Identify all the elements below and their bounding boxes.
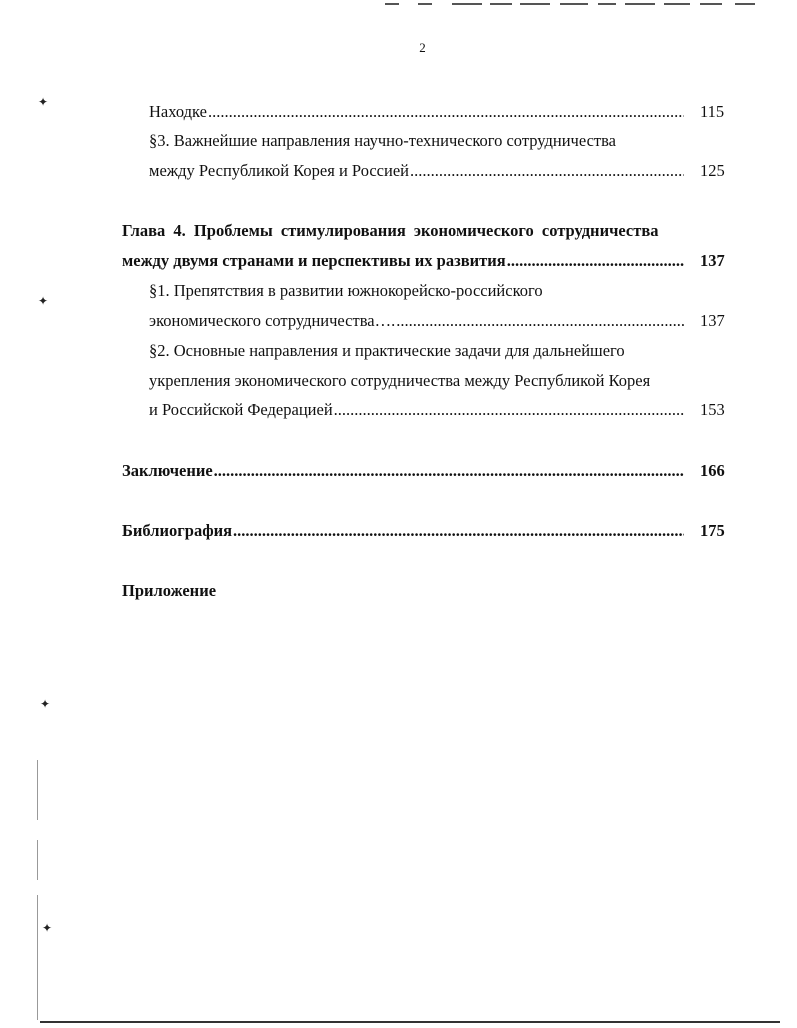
toc-entry-label: экономического сотрудничества….	[149, 311, 396, 330]
scan-top-dash	[625, 3, 655, 5]
toc-page-number: 137	[700, 311, 725, 330]
toc-entry-label: между двумя странами и перспективы их развития	[122, 251, 506, 270]
toc-entry-label: Заключение	[122, 461, 213, 480]
scan-left-line	[37, 895, 38, 1020]
toc-page-number: 137	[700, 251, 725, 270]
toc-entry-label: и Российской Федерацией	[149, 400, 333, 419]
hole-punch-mark: ✦	[40, 697, 51, 711]
dot-leader	[208, 99, 684, 125]
scan-left-line	[37, 760, 38, 820]
toc-page-number: 166	[700, 461, 725, 480]
toc-entry-bibliography	[122, 518, 684, 544]
toc-entry-label: §3. Важнейшие направления научно-технического сотрудничества	[149, 131, 617, 150]
scan-top-dash	[385, 3, 399, 5]
scan-left-line	[37, 840, 38, 880]
dot-leader	[396, 308, 684, 334]
toc-entry-sec-2	[149, 397, 684, 423]
toc-page-number: 175	[700, 521, 725, 540]
scan-top-dash	[664, 3, 690, 5]
toc-entry-sec-3	[149, 158, 684, 184]
toc-entry-label: §1. Препятствия в развитии южнокорейско-российского	[149, 281, 543, 300]
toc-entry-label: укрепления экономического сотрудничества между Республикой Корея	[149, 371, 651, 390]
toc-chapter-title: Глава 4. Проблемы стимулирования экономического сотрудничества	[122, 221, 659, 240]
toc-entry-nakhodka	[149, 99, 684, 125]
scan-top-dash	[490, 3, 512, 5]
scan-top-dash	[452, 3, 482, 5]
toc-entry-sec-1	[149, 308, 684, 334]
scan-top-dash	[520, 3, 550, 5]
page-number: 2	[419, 40, 426, 55]
scan-top-dash	[418, 3, 432, 5]
hole-punch-mark: ✦	[38, 95, 49, 109]
toc-page-number: 125	[700, 161, 725, 180]
dot-leader	[410, 158, 684, 184]
scan-top-dash	[598, 3, 616, 5]
dot-leader	[334, 397, 684, 423]
dot-leader	[214, 458, 684, 484]
scan-top-dash	[735, 3, 755, 5]
toc-entry-label: Находке	[149, 102, 207, 121]
toc-entry-appendix: Приложение	[122, 581, 217, 600]
dot-leader	[507, 248, 684, 274]
toc-entry-label: §2. Основные направления и практические задачи для дальнейшего	[149, 341, 625, 360]
dot-leader	[233, 518, 684, 544]
scan-bottom-line	[40, 1021, 780, 1023]
scan-top-dash	[560, 3, 588, 5]
toc-entry-label: между Республикой Корея и Россией	[149, 161, 409, 180]
toc-page-number: 153	[700, 400, 725, 419]
hole-punch-mark: ✦	[38, 294, 49, 308]
toc-entry-label: Библиография	[122, 521, 233, 540]
toc-entry-conclusion	[122, 458, 684, 484]
toc-page-number: 115	[700, 102, 725, 121]
toc-entry-chapter-4	[122, 248, 684, 274]
hole-punch-mark: ✦	[42, 921, 53, 935]
scan-top-dash	[700, 3, 722, 5]
